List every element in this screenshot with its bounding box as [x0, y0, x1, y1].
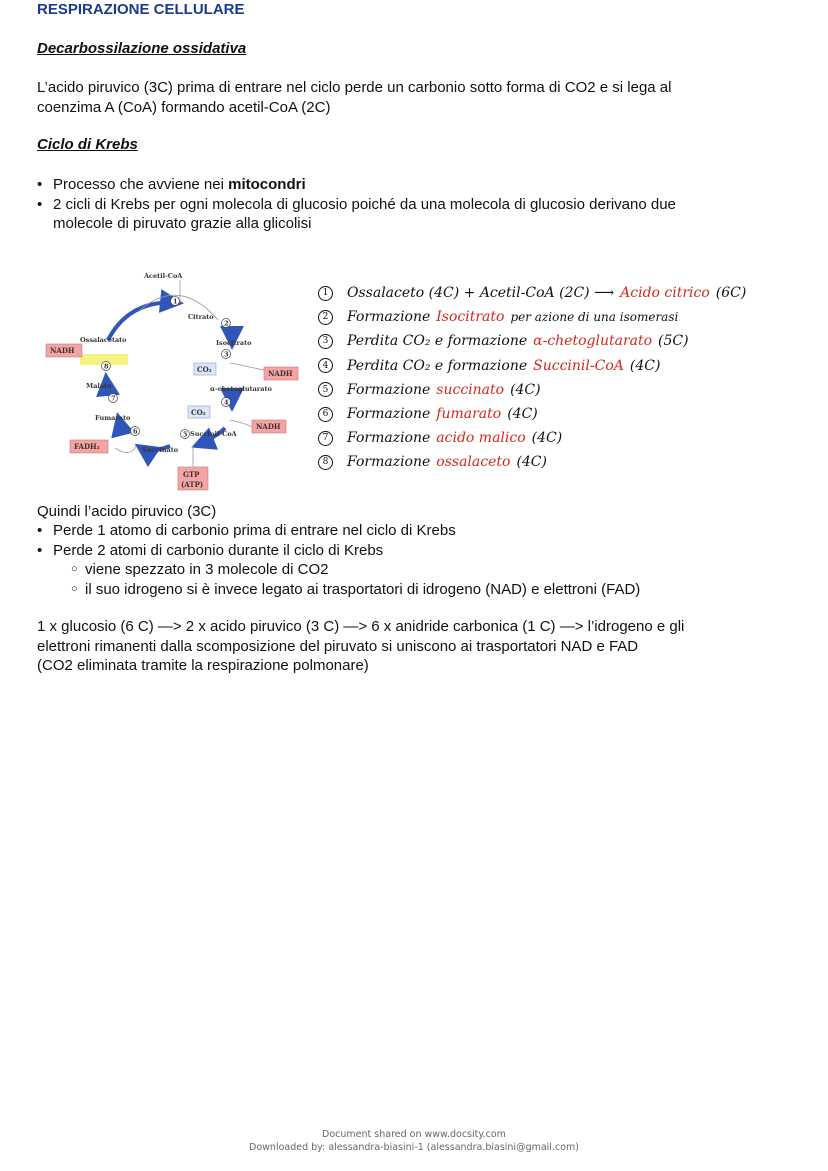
atp-label: (ATP)	[181, 480, 204, 489]
step-suffix: (4C)	[516, 454, 547, 471]
label-succinil-coa: Succinil-CoA	[190, 430, 237, 438]
step-number-icon: 7	[318, 431, 333, 446]
step-number-icon: 1	[318, 286, 333, 301]
cycle-thin-arc	[230, 363, 268, 371]
step-number-icon: 3	[318, 334, 333, 349]
step-text: Formazione	[347, 381, 431, 398]
step-row	[318, 402, 818, 426]
step-highlight: Succinil-CoA	[533, 357, 624, 374]
step-number-icon: 6	[318, 407, 333, 422]
label-ossalacetato: Ossalacetato	[80, 336, 127, 344]
step-suffix: (4C)	[629, 357, 661, 374]
section-heading-decarbossilazione: Decarbossilazione ossidativa	[37, 40, 247, 57]
step-number: 1	[173, 297, 178, 306]
sub-list-item: ○ viene spezzato in 3 molecole di CO2	[37, 560, 797, 580]
step-highlight: ossalaceto	[436, 454, 511, 471]
footer-downloaded: Downloaded by: alessandra-biasini-1 (alessandra.biasini@gmail.com)	[249, 1142, 579, 1153]
section-heading-krebs: Ciclo di Krebs	[37, 136, 138, 153]
step-text: Perdita CO₂ e formazione	[347, 333, 528, 350]
step-highlight: acido malico	[436, 430, 526, 447]
step-row	[318, 305, 818, 329]
step-text: Formazione	[347, 309, 431, 326]
step-text: Formazione	[347, 454, 431, 471]
krebs-steps-list	[318, 281, 818, 475]
step-number: 8	[104, 362, 109, 371]
bullet-text: • 2 cicli di Krebs per ogni molecola di glucosio poiché da una molecola di glucosio derivano due	[53, 195, 676, 213]
fadh2-box	[70, 440, 108, 453]
glucose-summary-paragraph	[37, 617, 807, 676]
step-suffix: (4C)	[507, 406, 538, 423]
step-number-icon: 5	[318, 382, 333, 397]
label-isocitrato: Isocitrato	[216, 339, 252, 347]
paragraph-line: elettroni rimanenti dalla scomposizione del piruvato si uniscono ai trasportatori NAD e FAD	[37, 637, 639, 655]
nadh-box	[46, 344, 82, 357]
label-fumarato: Fumarato	[95, 414, 131, 422]
step-row	[318, 426, 818, 450]
cycle-thin-arc	[115, 446, 136, 453]
paragraph-line: L’acido piruvico (3C) prima di entrare nel ciclo perde un carbonio sotto forma di CO2 e si lega al	[37, 79, 672, 96]
bullet-text: Processo che avviene nei	[53, 176, 229, 193]
step-suffix: per azione di una isomerasi	[510, 310, 679, 325]
step-highlight: succinato	[436, 381, 505, 398]
step-text: Formazione	[347, 430, 431, 447]
label-citrato: Citrato	[188, 313, 214, 321]
krebs-bullet-list	[37, 175, 797, 234]
step-row	[318, 354, 818, 378]
list-item	[37, 195, 797, 234]
footer-shared: Document shared on www.docsity.com	[322, 1129, 506, 1140]
paragraph-line: coenzima A (CoA) formando acetil-CoA (2C)	[37, 98, 331, 116]
fadh2-label: FADH₂	[74, 442, 100, 451]
co2-label: CO₂	[197, 365, 212, 374]
step-number: 6	[133, 427, 138, 436]
label-succinato: Succinato	[142, 446, 179, 454]
step-text: Perdita CO₂ e formazione	[347, 357, 528, 374]
step-number: 2	[224, 319, 229, 328]
nadh-label: NADH	[256, 422, 281, 431]
step-number: 7	[111, 394, 116, 403]
label-acetil-coa: Acetil-CoA	[144, 272, 183, 280]
step-text: Ossalaceto (4C) + Acetil-CoA (2C) ⟶	[347, 285, 615, 302]
cycle-arc-arrow	[108, 302, 180, 340]
summary-bullet-list	[37, 521, 797, 599]
step-highlight: fumarato	[436, 406, 502, 423]
step-row	[318, 329, 818, 353]
step-number: 3	[224, 350, 229, 359]
co2-label: CO₂	[191, 408, 206, 417]
bullet-text: molecole di piruvato grazie alla glicolisi	[53, 215, 312, 232]
step-text: Formazione	[347, 406, 431, 423]
step-number-icon: 8	[318, 455, 333, 470]
sub-list-item: ○ il suo idrogeno si è invece legato ai trasportatori di idrogeno (NAD) e elettroni (FAD)	[37, 580, 797, 600]
nadh-label: NADH	[268, 369, 293, 378]
nadh-label: NADH	[50, 346, 75, 355]
step-number: 5	[183, 430, 188, 439]
step-highlight: Acido citrico	[620, 285, 710, 302]
label-malato: Malato	[86, 382, 112, 390]
summary-intro: Quindi l’acido piruvico (3C)	[37, 503, 217, 520]
label-chetoglutarato: α-chetoglutarato	[210, 385, 272, 393]
cycle-thin-arc	[230, 420, 254, 428]
step-highlight: Isocitrato	[436, 309, 505, 326]
step-number-icon: 2	[318, 310, 333, 325]
step-number: 4	[224, 398, 229, 407]
paragraph-line: (CO2 eliminata tramite la respirazione polmonare)	[37, 657, 369, 674]
krebs-cycle-diagram	[40, 268, 302, 500]
list-item: • Perde 1 atomo di carbonio prima di entrare nel ciclo di Krebs	[37, 521, 797, 541]
list-item	[37, 175, 797, 195]
co2-box	[188, 406, 210, 418]
step-row	[318, 378, 818, 402]
step-number-icon: 4	[318, 358, 333, 373]
paragraph-line: 1 x glucosio (6 C) —> 2 x acido piruvico (3 C) —> 6 x anidride carbonica (1 C) —> l’idrogeno e gli	[37, 618, 685, 635]
step-highlight: α-chetoglutarato	[533, 333, 653, 350]
gtp-box	[178, 467, 208, 490]
nadh-box	[264, 367, 298, 380]
step-row	[318, 281, 818, 305]
gtp-label: GTP	[183, 470, 200, 479]
cycle-arrows	[106, 280, 268, 453]
step-suffix: (4C)	[531, 430, 563, 447]
page-title: RESPIRAZIONE CELLULARE	[37, 1, 245, 18]
nadh-box	[252, 420, 286, 433]
step-row	[318, 450, 818, 474]
co2-box	[194, 363, 216, 375]
step-suffix: (4C)	[510, 381, 541, 398]
step-suffix: (5C)	[658, 333, 689, 350]
bullet-bold-text: mitocondri	[228, 176, 306, 193]
list-item: • Perde 2 atomi di carbonio durante il ciclo di Krebs	[37, 541, 797, 561]
decarbossilazione-paragraph	[37, 78, 797, 117]
step-suffix: (6C)	[715, 285, 747, 302]
